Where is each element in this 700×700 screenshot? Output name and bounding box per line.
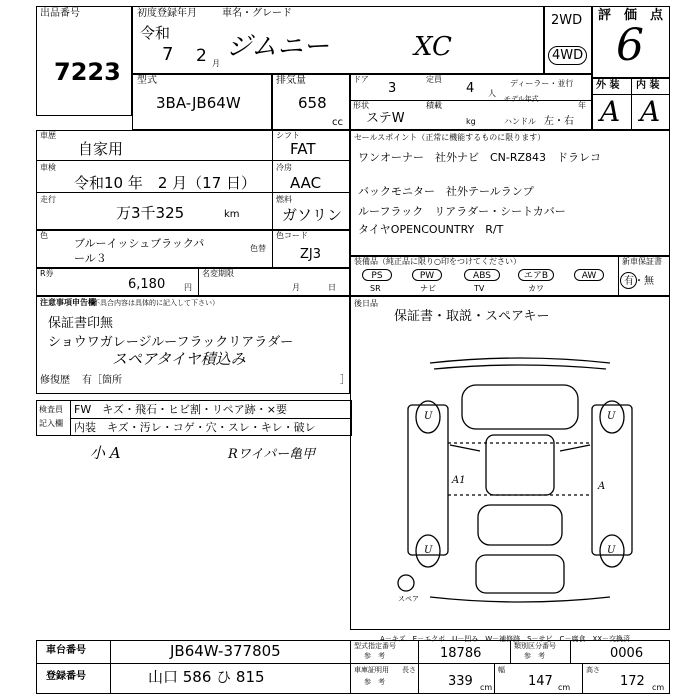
drive-2wd: 2WD xyxy=(551,13,583,28)
length-label: 長さ xyxy=(402,666,416,674)
equip-ps: PS xyxy=(362,269,392,281)
width-unit: cm xyxy=(558,683,571,692)
shift-value: FAT xyxy=(290,140,316,158)
inspector-label-1: 検査員 xyxy=(39,405,63,414)
plate-value: 山口 586 ひ 815 xyxy=(148,668,265,686)
damage-mark: U xyxy=(607,411,616,422)
color-name-2: ール３ xyxy=(74,252,107,265)
load-unit: kg xyxy=(466,117,476,126)
cc-unit: cc xyxy=(332,117,343,128)
equip-aw: AW xyxy=(574,269,604,281)
color-label: 色 xyxy=(40,231,48,240)
drive-4wd: 4WD xyxy=(548,46,587,65)
notes-handwritten: スペアタイヤ積込み xyxy=(112,350,246,368)
height-value: 172 xyxy=(620,674,645,689)
load-label: 積載 xyxy=(426,101,442,110)
notes-sublabel: （不具合内容は具体的に記入して下さい） xyxy=(86,299,219,307)
history-label: 車歴 xyxy=(40,131,56,140)
interior-label: 内 装 xyxy=(636,80,660,91)
sales-line: ワンオーナー 社外ナビ CN-RZ843 ドラレコ xyxy=(358,151,602,164)
category-label: 類別区分番号 xyxy=(514,642,556,650)
after-value: 保証書・取説・スペアキー xyxy=(394,309,550,324)
plate-label: 登録番号 xyxy=(46,671,86,682)
mileage-value: 万3千325 xyxy=(116,204,185,222)
length-value: 339 xyxy=(448,674,473,689)
designation-label: 型式指定番号 xyxy=(354,642,396,650)
notes-line: ショウワガレージルーフラックリアラダー xyxy=(48,335,294,350)
inspector-row-2: 内装 キズ・汚レ・コゲ・穴・スレ・キレ・破レ xyxy=(74,421,316,434)
shape-value: ステW xyxy=(366,111,405,126)
equip-sr: SR xyxy=(370,284,381,293)
equip-airbag: エアB xyxy=(518,269,554,281)
month-unit: 月 xyxy=(212,59,220,68)
sales-line: ルーフラック リアラダー・シートカバー xyxy=(358,205,566,218)
shift-label: シフト xyxy=(276,131,300,140)
category-ref: 参 考 xyxy=(524,652,545,660)
capacity-label: 定員 xyxy=(426,75,442,84)
category-value: 0006 xyxy=(610,646,644,661)
first-reg-month: 2 xyxy=(196,46,207,66)
notes-label: 注意事項申告欄 xyxy=(40,298,96,307)
dealer-label: ディーラー・並行 xyxy=(510,79,574,88)
recycle-unit: 円 xyxy=(184,283,192,292)
inspection-label: 車検 xyxy=(40,163,56,172)
fuel-label: 燃料 xyxy=(276,195,292,204)
warranty-value: 有・無 xyxy=(624,276,654,287)
inspector-row-1: FW キズ・飛石・ヒビ割・リペア跡・×要 xyxy=(74,403,287,416)
interior-grade: A xyxy=(640,95,661,128)
warranty-label: 新車保証書 xyxy=(622,257,662,266)
model-year-unit: 年 xyxy=(578,101,586,110)
cc-label: 排気量 xyxy=(276,75,306,86)
capacity-unit: 人 xyxy=(488,89,496,98)
sales-line: バックモニター 社外テールランプ xyxy=(358,185,534,198)
handnote-right: Rワイパー亀甲 xyxy=(228,447,316,462)
designation-value: 18786 xyxy=(440,646,482,661)
first-reg-label: 初度登録年月 xyxy=(137,8,197,19)
size-label: 車庫証明用 xyxy=(354,666,389,674)
car-name: ジムニー xyxy=(226,32,329,62)
equip-pw: PW xyxy=(412,269,442,281)
mileage-label: 走行 xyxy=(40,195,56,204)
recycle-amount: 6,180 xyxy=(128,277,166,292)
lot-number: 7223 xyxy=(54,58,121,86)
score-label: 評 価 点 xyxy=(598,8,664,23)
doors-value: 3 xyxy=(388,81,397,96)
ac-value: AAC xyxy=(290,174,322,192)
color-code: ZJ3 xyxy=(300,247,322,262)
deadline-day: 日 xyxy=(328,283,336,292)
capacity-value: 4 xyxy=(466,81,475,96)
first-reg-year: 7 xyxy=(162,44,174,65)
length-unit: cm xyxy=(480,683,493,692)
sales-line: タイヤOPENCOUNTRY R/T xyxy=(358,223,504,236)
equip-abs: ABS xyxy=(464,269,500,281)
type-label: 型式 xyxy=(137,75,157,86)
model-year-label: モデル年式 xyxy=(504,95,539,103)
color-name-1: ブルーイッシュブラックパ xyxy=(74,237,205,250)
width-label: 幅 xyxy=(498,666,505,674)
history-value: 自家用 xyxy=(78,140,124,158)
footer-box xyxy=(36,640,670,694)
color-code-label: 色コード xyxy=(276,231,308,240)
equip-leather: カワ xyxy=(528,284,544,293)
chassis-label: 車台番号 xyxy=(46,645,86,656)
exterior-label: 外 装 xyxy=(596,80,620,91)
handnote-left: 小 A xyxy=(90,444,121,462)
recycle-box xyxy=(36,268,350,296)
cc-value: 658 xyxy=(298,94,327,112)
exterior-grade: A xyxy=(600,95,621,128)
recycle-label: R券 xyxy=(40,269,54,278)
damage-mark: U xyxy=(424,545,433,556)
repair-value: 有［箇所 xyxy=(82,375,122,386)
height-unit: cm xyxy=(652,683,665,692)
deadline-month: 月 xyxy=(292,283,300,292)
car-diagram xyxy=(390,355,650,605)
repair-label: 修復歴 xyxy=(40,375,70,386)
grade: XC xyxy=(414,32,452,62)
width-value: 147 xyxy=(528,674,553,689)
inspection-value: 令和10 年 2 月（17 日） xyxy=(74,174,257,192)
type-value: 3BA-JB64W xyxy=(156,94,241,112)
era: 令和 xyxy=(140,24,171,42)
inspector-label-2: 記入欄 xyxy=(39,419,63,428)
repair-close: ］ xyxy=(340,375,350,386)
after-label: 後日品 xyxy=(354,299,378,308)
size-ref: 参 考 xyxy=(364,678,385,686)
equip-navi: ナビ xyxy=(420,284,436,293)
designation-ref: 参 考 xyxy=(364,652,385,660)
steering-value: 左・右 xyxy=(544,116,574,127)
equipment-label: 装備品（純正品に限り○印をつけてください） xyxy=(354,257,521,266)
lot-label: 出品番号 xyxy=(40,8,80,19)
damage-mark: U xyxy=(424,411,433,422)
color-swatch-label: 色替 xyxy=(250,244,266,253)
deadline-label: 名変期限 xyxy=(202,269,234,278)
steering-label: ハンドル xyxy=(504,117,536,126)
sales-label: セールスポイント（正常に機能するものに限ります） xyxy=(354,133,546,142)
ac-label: 冷房 xyxy=(276,163,292,172)
mileage-unit: km xyxy=(224,209,240,220)
doors-label: ドア xyxy=(353,75,369,84)
chassis-value: JB64W-377805 xyxy=(170,642,281,660)
spare-label: スペア xyxy=(398,595,419,603)
height-label: 高さ xyxy=(586,666,600,674)
damage-mark: A1 xyxy=(452,475,466,486)
shape-label: 形状 xyxy=(353,101,369,110)
equip-tv: TV xyxy=(474,284,485,293)
model-label: 車名・グレード xyxy=(222,8,292,19)
damage-mark: A xyxy=(598,481,606,492)
damage-legend: A－キズ E－エクボ U－凹み W－補修跡 S－サビ C－腐食 XX－交換済 xyxy=(380,635,631,643)
damage-mark: U xyxy=(607,545,616,556)
notes-line: 保証書印無 xyxy=(48,316,114,331)
score: 6 xyxy=(616,20,644,71)
fuel-value: ガソリン xyxy=(282,206,343,224)
warranty-circle xyxy=(620,272,637,289)
